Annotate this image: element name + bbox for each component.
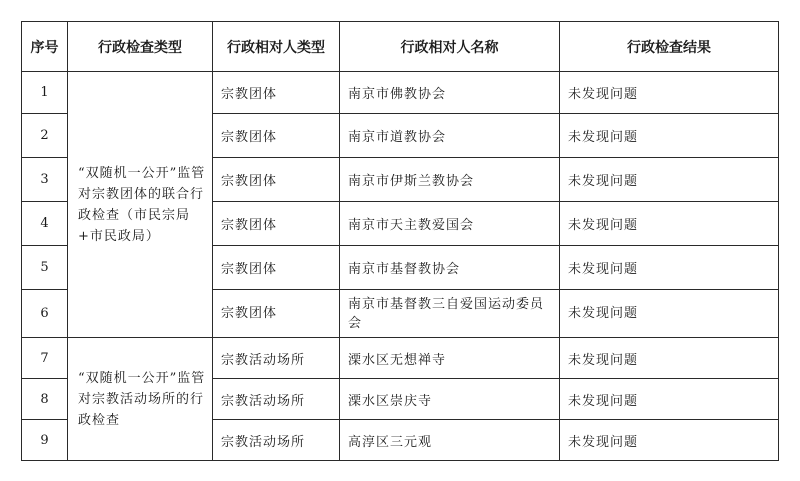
row-party-type: 宗教活动场所 — [213, 379, 340, 420]
row-party-type: 宗教团体 — [213, 114, 340, 158]
header-inspection-result: 行政检查结果 — [560, 22, 779, 72]
row-inspection-result: 未发现问题 — [560, 246, 779, 290]
inspection-table — [21, 21, 779, 461]
row-inspection-result: 未发现问题 — [560, 338, 779, 379]
row-inspection-result: 未发现问题 — [560, 379, 779, 420]
row-party-type: 宗教团体 — [213, 290, 340, 338]
row-inspection-result: 未发现问题 — [560, 202, 779, 246]
header-serial-number: 序号 — [22, 22, 68, 72]
row-inspection-result: 未发现问题 — [560, 72, 779, 114]
inspection-type-group-religious-venues: “双随机一公开”监管对宗教活动场所的行政检查 — [68, 338, 213, 461]
table-row — [22, 72, 779, 114]
row-inspection-result: 未发现问题 — [560, 114, 779, 158]
row-party-type: 宗教团体 — [213, 202, 340, 246]
row-inspection-result: 未发现问题 — [560, 158, 779, 202]
header-row — [22, 22, 779, 72]
row-serial-number: 1 — [22, 72, 68, 114]
row-party-type: 宗教团体 — [213, 246, 340, 290]
inspection-type-group-religious-organizations: “双随机一公开”监管对宗教团体的联合行政检查（市民宗局+市民政局） — [68, 72, 213, 338]
row-serial-number: 2 — [22, 114, 68, 158]
row-inspection-result: 未发现问题 — [560, 290, 779, 338]
header-inspection-type: 行政检查类型 — [68, 22, 213, 72]
row-party-name: 溧水区崇庆寺 — [340, 379, 560, 420]
row-party-type: 宗教活动场所 — [213, 420, 340, 461]
row-serial-number: 5 — [22, 246, 68, 290]
row-serial-number: 9 — [22, 420, 68, 461]
row-party-name: 高淳区三元观 — [340, 420, 560, 461]
row-party-name: 南京市伊斯兰教协会 — [340, 158, 560, 202]
row-party-type: 宗教活动场所 — [213, 338, 340, 379]
row-serial-number: 4 — [22, 202, 68, 246]
row-serial-number: 7 — [22, 338, 68, 379]
row-serial-number: 8 — [22, 379, 68, 420]
header-party-name: 行政相对人名称 — [340, 22, 560, 72]
header-party-type: 行政相对人类型 — [213, 22, 340, 72]
row-inspection-result: 未发现问题 — [560, 420, 779, 461]
row-serial-number: 3 — [22, 158, 68, 202]
table-row — [22, 338, 779, 379]
row-party-type: 宗教团体 — [213, 72, 340, 114]
row-party-name: 南京市道教协会 — [340, 114, 560, 158]
row-serial-number: 6 — [22, 290, 68, 338]
row-party-name: 南京市佛教协会 — [340, 72, 560, 114]
row-party-name: 溧水区无想禅寺 — [340, 338, 560, 379]
row-party-name: 南京市基督教三自爱国运动委员会 — [340, 290, 560, 338]
row-party-name: 南京市基督教协会 — [340, 246, 560, 290]
row-party-type: 宗教团体 — [213, 158, 340, 202]
row-party-name: 南京市天主教爱国会 — [340, 202, 560, 246]
